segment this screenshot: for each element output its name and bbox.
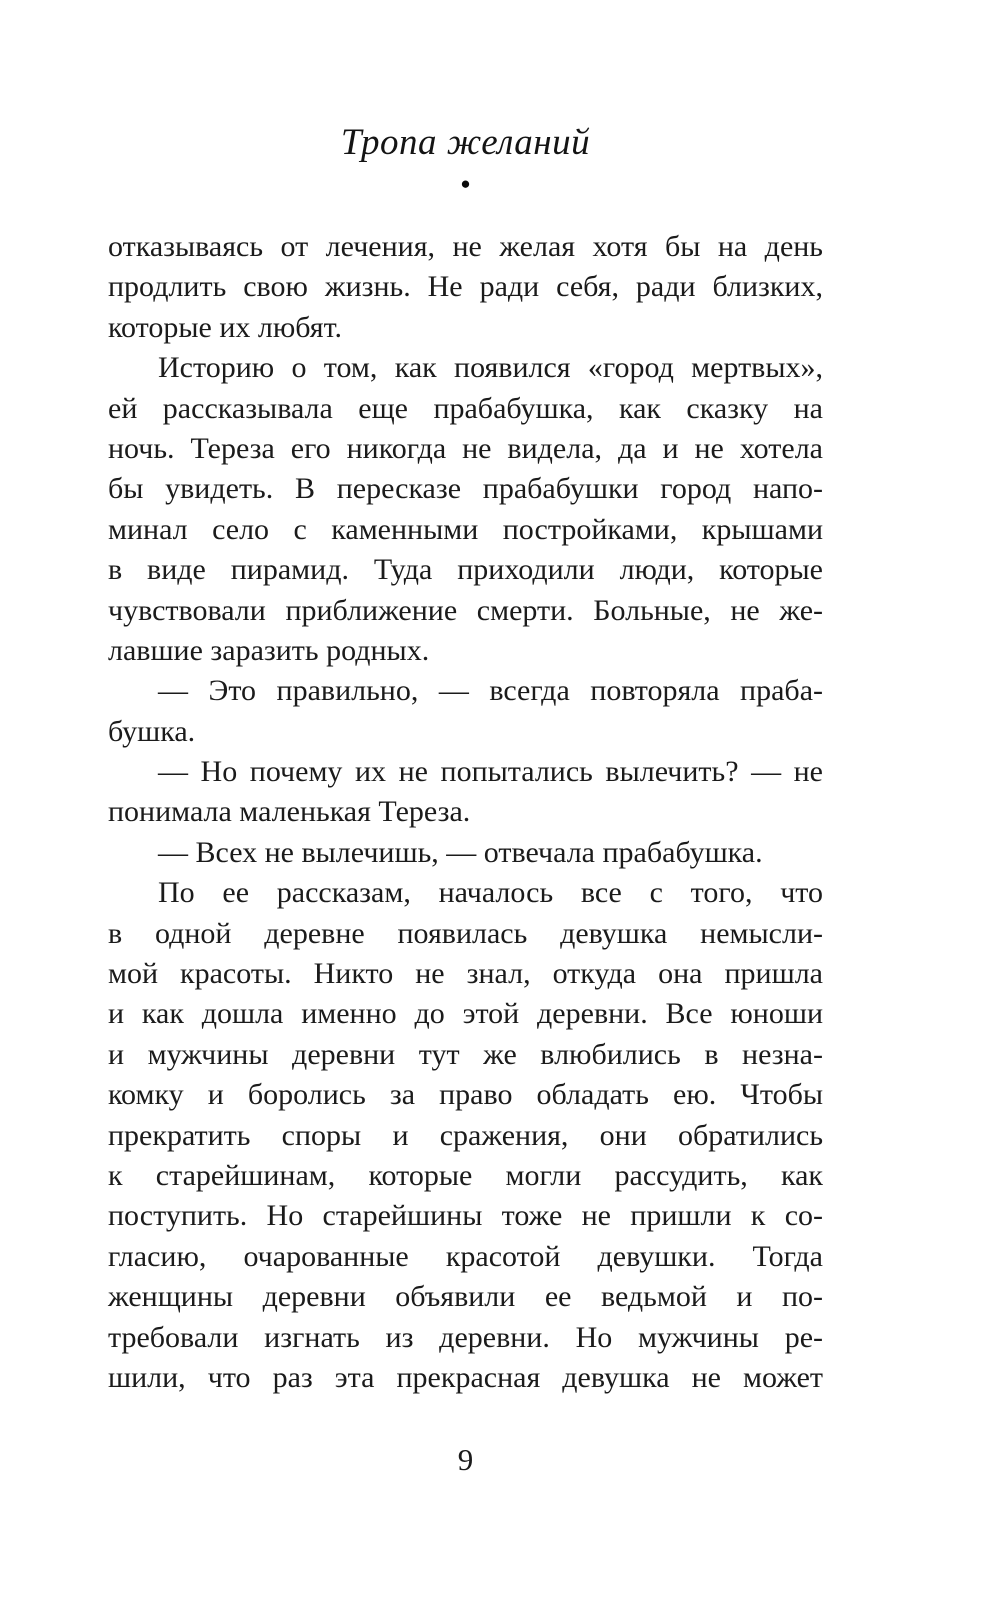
text-line: шили, что раз эта прекрасная девушка не может	[108, 1360, 823, 1394]
text-line: в одной деревне появилась девушка немысли-	[108, 916, 823, 950]
body-text	[108, 227, 823, 1398]
text-line: продлить свою жизнь. Не ради себя, ради близких,	[108, 270, 823, 304]
text-line: По ее рассказам, началось все с того, что	[158, 876, 823, 910]
text-line: гласию, очарованные красотой девушки. Тогда	[108, 1239, 823, 1273]
text-line: поступить. Но старейшины тоже не пришли к со-	[108, 1199, 823, 1233]
text-line: бы увидеть. В пересказе прабабушки город напо-	[108, 472, 823, 506]
text-line: мой красоты. Никто не знал, откуда она пришла	[108, 957, 823, 991]
text-line: в виде пирамид. Туда приходили люди, которые	[108, 553, 823, 587]
text-line: — Всех не вылечишь, — отвечала прабабушка.	[158, 835, 763, 869]
text-line: прекратить споры и сражения, они обратились	[108, 1118, 823, 1152]
text-line: женщины деревни объявили ее ведьмой и по-	[108, 1280, 823, 1314]
running-title: Тропа желаний	[340, 122, 591, 163]
text-line: лавшие заразить родных.	[108, 633, 430, 667]
text-line: ей рассказывала еще прабабушка, как сказку на	[108, 391, 823, 425]
page-number: 9	[457, 1442, 474, 1477]
text-line: понимала маленькая Тереза.	[108, 795, 471, 829]
text-line: Историю о том, как появился «город мертвых»,	[158, 351, 823, 385]
text-line: и как дошла именно до этой деревни. Все юноши	[108, 997, 823, 1031]
text-line: минал село с каменными постройками, крышами	[108, 512, 823, 546]
text-line: ночь. Тереза его никогда не видела, да и не хотела	[108, 431, 823, 465]
text-line: которые их любят.	[108, 310, 342, 344]
text-line: комку и боролись за право обладать ею. Чтобы	[108, 1078, 823, 1112]
text-line: чувствовали приближение смерти. Больные, не же-	[108, 593, 823, 627]
text-line: к старейшинам, которые могли рассудить, как	[108, 1158, 823, 1192]
text-line: и мужчины деревни тут же влюбились в незна-	[108, 1037, 823, 1071]
text-line: отказываясь от лечения, не желая хотя бы на день	[108, 230, 823, 263]
text-line: — Но почему их не попытались вылечить? — не	[158, 755, 823, 789]
text-line: бушка.	[108, 714, 196, 748]
text-line: — Это правильно, — всегда повторяла праба-	[158, 674, 823, 708]
text-line: требовали изгнать из деревни. Но мужчины ре-	[108, 1320, 823, 1354]
section-separator-dot-icon: ●	[460, 174, 471, 193]
